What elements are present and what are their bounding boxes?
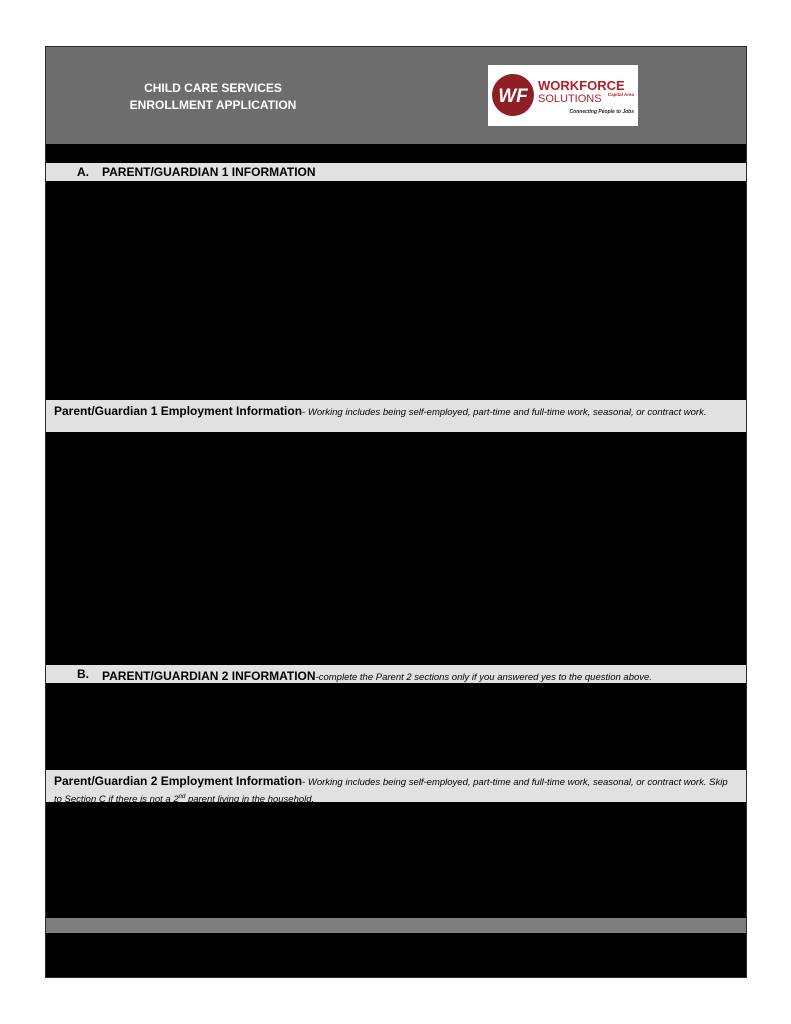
section-b-letter: B. (77, 667, 89, 681)
section-a-header (46, 163, 746, 181)
logo-mark: WF (498, 86, 528, 107)
section-b-title: PARENT/GUARDIAN 2 INFORMATION (102, 669, 316, 683)
parent1-employment-note: - Working includes being self-employed, part-time and full-time work, seasonal, or contract work. (302, 407, 707, 418)
header-band (46, 47, 746, 144)
section-b-note: -complete the Parent 2 sections only if you answered yes to the question above. (315, 672, 652, 683)
section-divider-bar (46, 918, 746, 933)
parent1-employment-heading: Parent/Guardian 1 Employment Information (54, 404, 303, 418)
parent2-employment-header (46, 770, 746, 806)
section-a-letter: A. (77, 165, 89, 179)
parent1-employment-header (46, 400, 746, 432)
section-a-title: PARENT/GUARDIAN 1 INFORMATION (102, 165, 316, 179)
section-b-title-line (102, 667, 652, 685)
logo-graphic (488, 65, 638, 126)
logo-word-solutions: SOLUTIONS (538, 93, 602, 105)
form-title-line2: ENROLLMENT APPLICATION (129, 98, 297, 112)
parent2-employment-heading: Parent/Guardian 2 Employment Information (54, 774, 303, 788)
section-b-header (46, 665, 746, 683)
form-title-line1: CHILD CARE SERVICES (144, 81, 282, 95)
form-title (108, 80, 318, 114)
parent2-employment-text (54, 773, 734, 807)
logo-region: Capital Area (607, 92, 634, 97)
application-page (45, 46, 747, 978)
parent1-employment-text (54, 403, 734, 420)
parent2-note-part1: - Working includes being self-employed, part-time and full-time work, seasonal, or contract work. Skip to Section C if there is not a 2 (54, 777, 728, 806)
parent2-note-sup: nd (178, 794, 186, 800)
parent2-note-part2: parent living in the household. (185, 794, 315, 806)
logo-tagline: Connecting People to Jobs (569, 109, 634, 115)
logo-word-workforce: WORKFORCE (538, 78, 625, 93)
workforce-solutions-logo (488, 65, 638, 126)
